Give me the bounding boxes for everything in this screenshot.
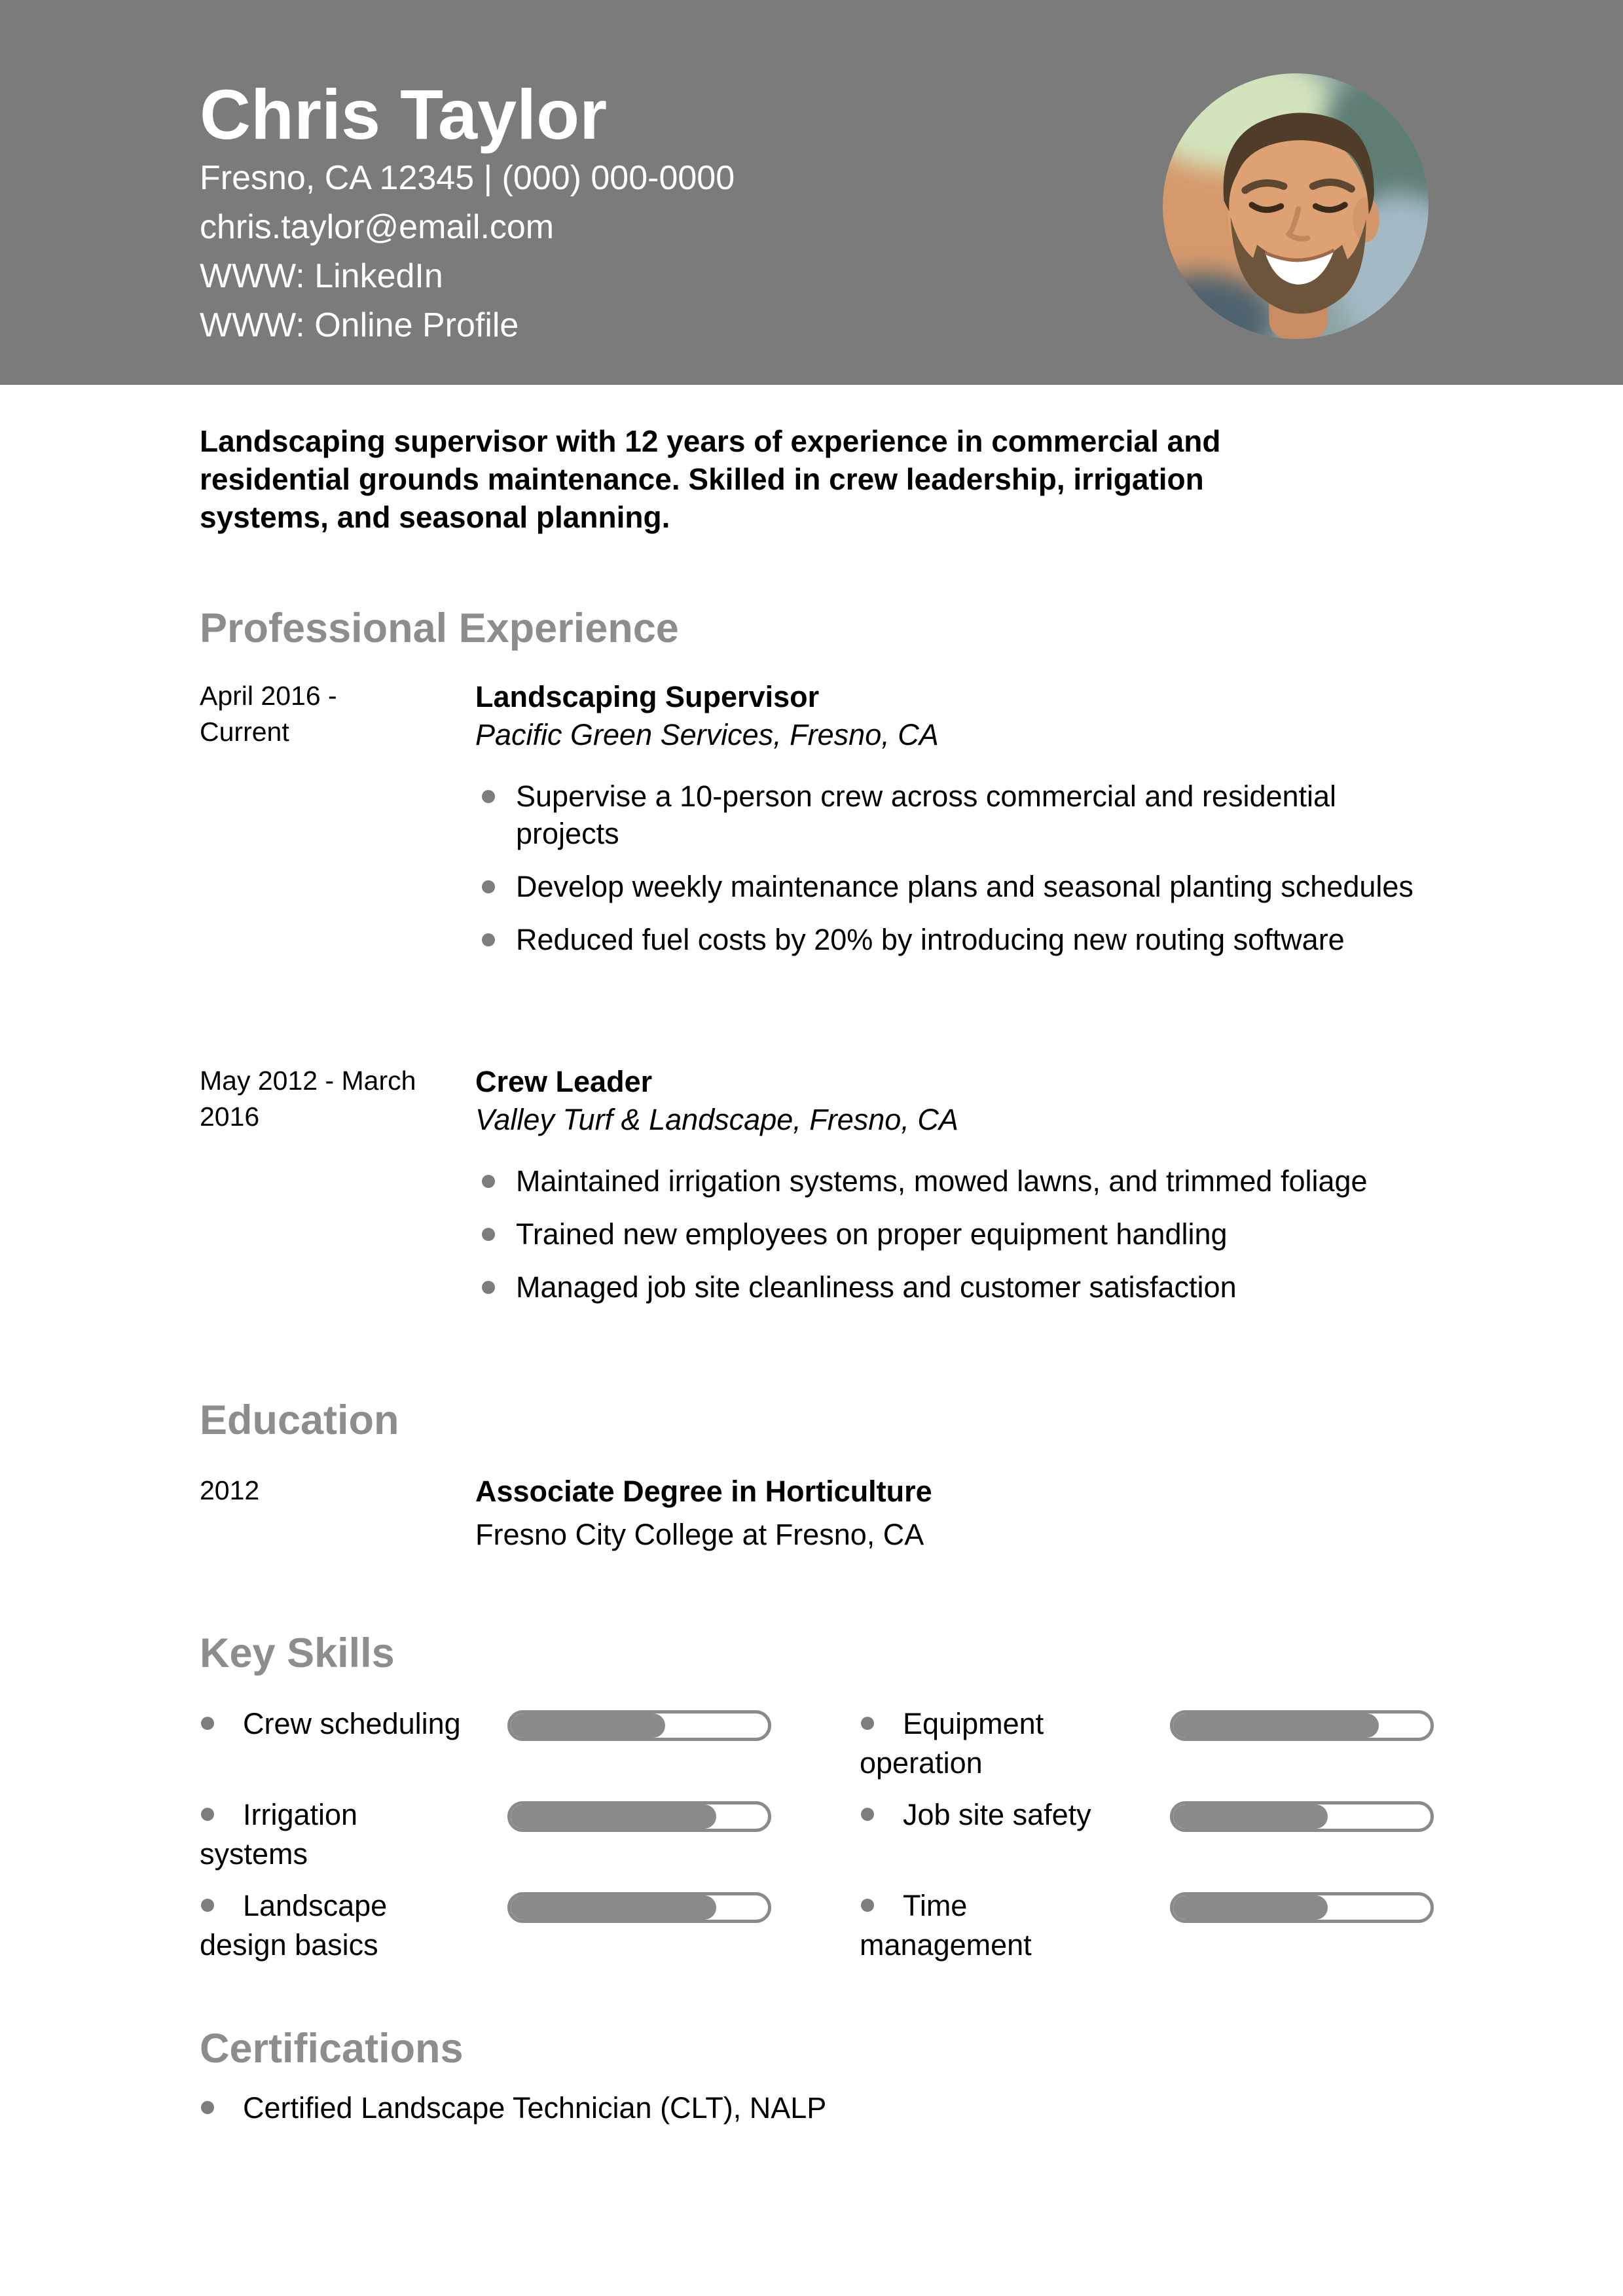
certification-list [200, 2089, 1411, 2126]
professional-summary: Landscaping supervisor with 12 years of experience in commercial and residential grounds maintenance. Skilled in crew leadership, irrigation systems, and seasonal planning. [200, 424, 1221, 534]
skill-bar-fill [1173, 1713, 1379, 1738]
skill-label: Time management [860, 1889, 1032, 1962]
skill-bar-fill [511, 1895, 716, 1920]
bullet-dot-icon [201, 1717, 214, 1730]
job-bullet: Reduced fuel costs by 20% by introducing new routing software [475, 921, 1438, 958]
job-bullet-list [475, 1162, 1438, 1306]
skill-bar [1170, 1892, 1434, 1923]
skill-bar [507, 1710, 771, 1741]
job-details [475, 678, 1438, 974]
job-bullet-list [475, 778, 1438, 958]
job-bullet: Supervise a 10-person crew across commercial and residential projects [475, 778, 1438, 852]
contact-line-location-phone: Fresno, CA 12345 | (000) 000-0000 [200, 159, 735, 197]
skill-item [200, 1795, 465, 1874]
bullet-dot-icon [861, 1808, 874, 1821]
certification-item [200, 2089, 1411, 2126]
education-year: 2012 [200, 1475, 260, 1505]
skill-item [860, 1886, 1125, 1965]
skill-bar-fill [1173, 1895, 1328, 1920]
bullet-dot-icon [201, 1899, 214, 1912]
job-bullet: Managed job site cleanliness and customer satisfaction [475, 1268, 1438, 1306]
skill-bar-fill [1173, 1804, 1328, 1829]
skill-bar [507, 1892, 771, 1923]
education-entry [200, 1473, 1440, 1554]
skill-bar [507, 1801, 771, 1832]
skills-row [200, 1704, 1440, 1783]
profile-photo [1163, 73, 1429, 339]
job-title: Crew Leader [475, 1065, 653, 1098]
job-entry [200, 678, 1440, 974]
skills-row [200, 1795, 1440, 1874]
job-company: Valley Turf & Landscape, Fresno, CA [475, 1103, 958, 1136]
skill-label: Job site safety [903, 1798, 1091, 1831]
section-heading-key-skills: Key Skills [200, 1630, 395, 1676]
education-details [475, 1473, 1438, 1554]
skill-bar [1170, 1801, 1434, 1832]
education-degree: Associate Degree in Horticulture [475, 1475, 932, 1508]
skill-item [200, 1886, 465, 1965]
contact-line-online-profile: WWW: Online Profile [200, 306, 519, 344]
skill-label: Equipment operation [860, 1707, 1044, 1780]
contact-line-email: chris.taylor@email.com [200, 208, 555, 246]
skill-bar [1170, 1710, 1434, 1741]
skill-bar-fill [511, 1804, 716, 1829]
bullet-dot-icon [201, 1808, 214, 1821]
education-school: Fresno City College at Fresno, CA [475, 1518, 924, 1551]
section-heading-education: Education [200, 1397, 399, 1443]
skill-item [860, 1704, 1125, 1783]
job-details [475, 1063, 1438, 1321]
job-bullet: Develop weekly maintenance plans and seasonal planting schedules [475, 868, 1438, 905]
job-entry [200, 1063, 1440, 1321]
skill-label: Irrigation systems [200, 1798, 358, 1871]
skill-label: Crew scheduling [243, 1707, 461, 1740]
bullet-dot-icon [861, 1717, 874, 1730]
skill-item [860, 1795, 1125, 1835]
job-company: Pacific Green Services, Fresno, CA [475, 718, 939, 751]
job-dates: May 2012 - March 2016 [200, 1066, 416, 1132]
job-bullet: Trained new employees on proper equipment handling [475, 1215, 1438, 1253]
skill-item [200, 1704, 465, 1744]
contact-block [200, 154, 735, 350]
job-title: Landscaping Supervisor [475, 680, 820, 713]
person-name: Chris Taylor [200, 75, 608, 154]
header-band [0, 0, 1623, 385]
skills-grid [200, 1704, 1440, 1977]
job-bullet: Maintained irrigation systems, mowed lawns, and trimmed foliage [475, 1162, 1438, 1200]
contact-line-linkedin: WWW: LinkedIn [200, 257, 443, 295]
section-heading-certifications: Certifications [200, 2026, 464, 2072]
bullet-dot-icon [201, 2101, 214, 2114]
section-heading-professional-experience: Professional Experience [200, 605, 679, 651]
skill-bar-fill [511, 1713, 665, 1738]
skills-row [200, 1886, 1440, 1965]
bullet-dot-icon [861, 1899, 874, 1912]
skill-label: Landscape design basics [200, 1889, 388, 1962]
certification-text: Certified Landscape Technician (CLT), NALP [243, 2091, 827, 2125]
job-dates: April 2016 - Current [200, 681, 337, 747]
